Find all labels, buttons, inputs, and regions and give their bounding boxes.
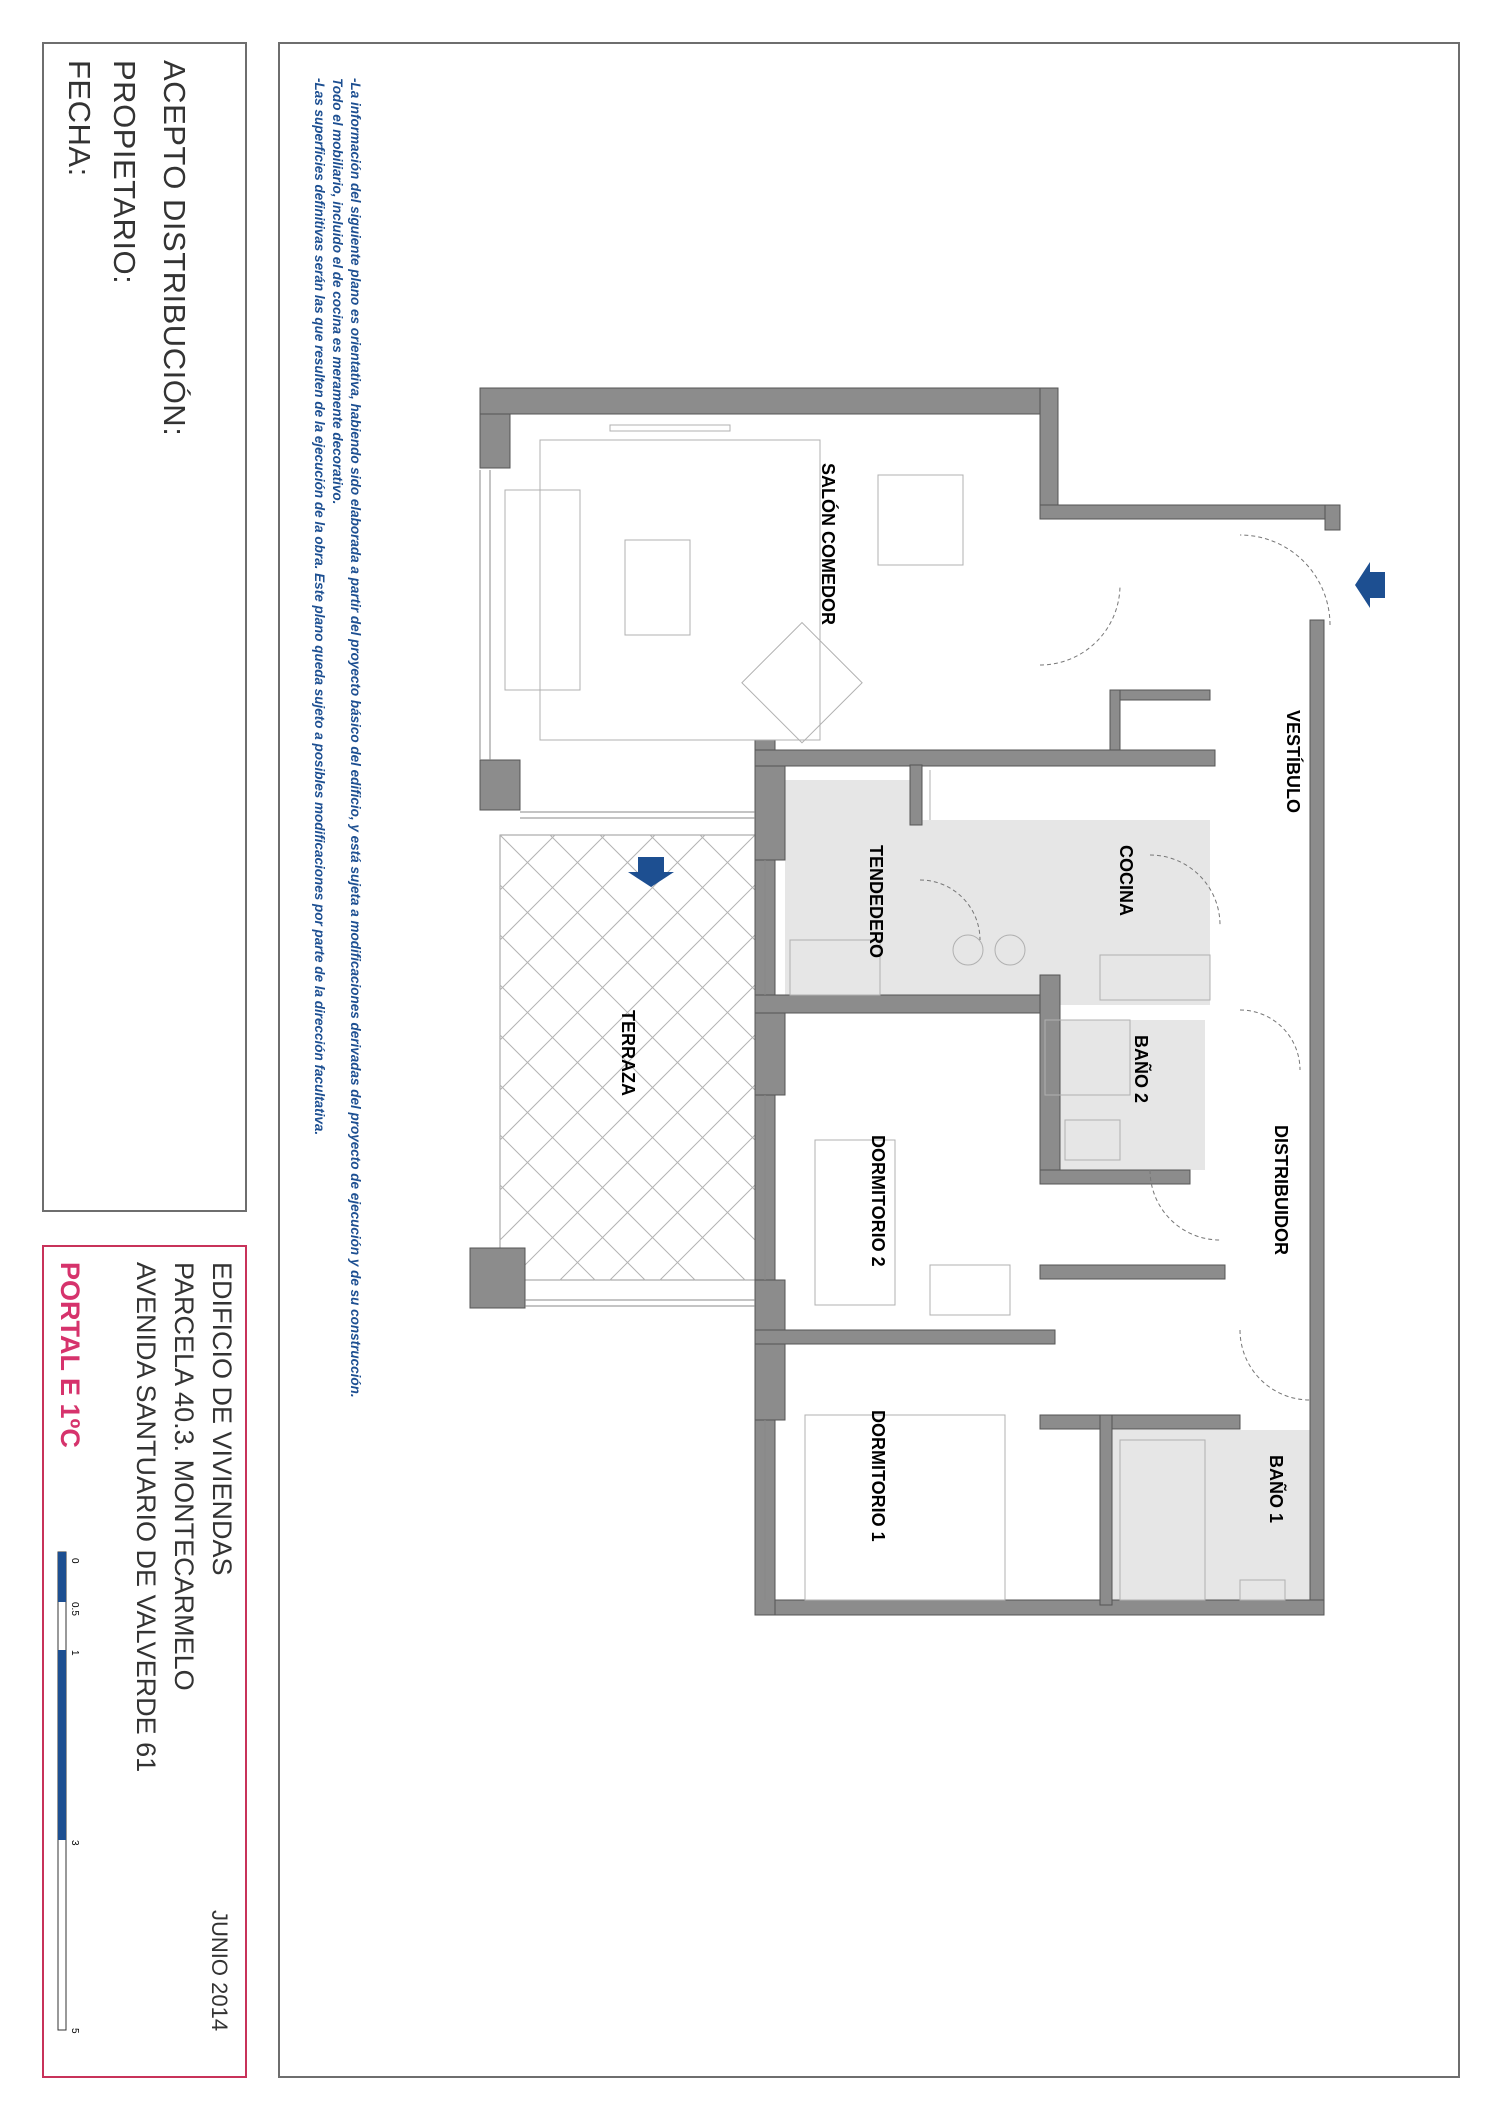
column-terrace-sw	[470, 1248, 525, 1308]
owner-label: PROPIETARIO:	[107, 60, 142, 285]
room-label-bano2: BAÑO 2	[1131, 1035, 1151, 1104]
accept-distribution-label: ACEPTO DISTRIBUCIÓN:	[157, 60, 192, 437]
laundry-floor	[785, 780, 920, 1000]
scale-tick-1: 1	[69, 1650, 80, 1656]
sofa	[505, 490, 580, 690]
scale-tick-05: 0.5	[69, 1602, 80, 1616]
address: AVENIDA SANTUARIO DE VALVERDE 61	[131, 1262, 161, 1773]
note-line-3: -Las superficies definitivas serán las que resulten de la ejecución de la obra. Este plano queda sujeto a posibles modificaciones por parte de la dirección facultativa.	[312, 78, 327, 1136]
date-field-label: FECHA:	[62, 60, 97, 177]
scale-tick-0: 0	[69, 1558, 80, 1564]
distributor-door	[1240, 1010, 1300, 1070]
bath1-door	[1240, 1330, 1310, 1400]
room-label-terraza: TERRAZA	[618, 1010, 638, 1096]
wall-bath1-north	[1040, 1415, 1240, 1429]
room-label-cocina: COCINA	[1116, 845, 1136, 916]
scale-tick-3: 3	[69, 1840, 80, 1846]
wall-bedroom1-north	[755, 1330, 1055, 1344]
wall-bedroom-divider	[1040, 1265, 1225, 1279]
entry-door	[1240, 535, 1330, 625]
room-label-dormitorio2: DORMITORIO 2	[868, 1135, 888, 1267]
room-label-distribuidor: DISTRIBUIDOR	[1271, 1125, 1291, 1255]
wall-bedroom2-north	[755, 995, 1055, 1013]
coffee-table	[625, 540, 690, 635]
desk	[930, 1265, 1010, 1315]
wall-bath2-south	[1040, 1170, 1190, 1184]
room-label-tendedero: TENDEDERO	[866, 845, 886, 959]
scale-tick-5: 5	[69, 2028, 80, 2034]
salon-door	[1040, 585, 1120, 665]
wall-salon-ne	[1040, 388, 1058, 513]
armchair	[742, 623, 862, 743]
wall-kitchen-stub2	[1110, 690, 1120, 750]
wall-bath2-west	[1040, 975, 1060, 1175]
kitchen-floor	[920, 820, 1210, 1005]
wall-entry-stub	[1325, 505, 1340, 530]
wall-bedroom1-column	[755, 1280, 785, 1420]
project-date: JUNIO 2014	[207, 1910, 232, 2032]
salon-rug	[540, 440, 820, 740]
note-line-1: -La información del siguiente plano es orientativa, habiendo sido elaborada a partir del proyecto básico del edificio, y está sujeta a modificaciones derivadas del proyecto de ejecución y de su construcción.	[348, 78, 363, 1398]
wall-kitchen-north	[755, 750, 1215, 766]
room-label-salon: SALÓN COMEDOR	[818, 463, 838, 625]
note-line-2: Todo el mobiliario, incluido el de cocina es meramente decorativo.	[330, 78, 345, 505]
wall-entry-north	[1040, 505, 1340, 519]
wall-laundry-divider	[910, 765, 922, 825]
dining-table	[878, 475, 963, 565]
wall-salon-north	[480, 388, 1055, 414]
column-salon-sw	[480, 760, 520, 810]
wall-bath1-west	[1100, 1415, 1112, 1605]
parcel-name: PARCELA 40.3. MONTECARMELO	[169, 1262, 199, 1691]
wall-south	[755, 1600, 1324, 1615]
building-name: EDIFICIO DE VIVIENDAS	[207, 1262, 237, 1576]
bed-double-1	[805, 1415, 1005, 1600]
tv-unit	[610, 425, 730, 431]
room-label-dormitorio1: DORMITORIO 1	[868, 1410, 888, 1542]
wall-east	[1310, 620, 1324, 1615]
room-label-vestibulo: VESTÍBULO	[1283, 710, 1303, 814]
wall-kitchen-stub	[1110, 690, 1210, 700]
unit-label: PORTAL E 1ºC	[55, 1262, 85, 1448]
room-label-bano1: BAÑO 1	[1266, 1455, 1286, 1524]
entry-arrow-icon	[1355, 562, 1385, 608]
